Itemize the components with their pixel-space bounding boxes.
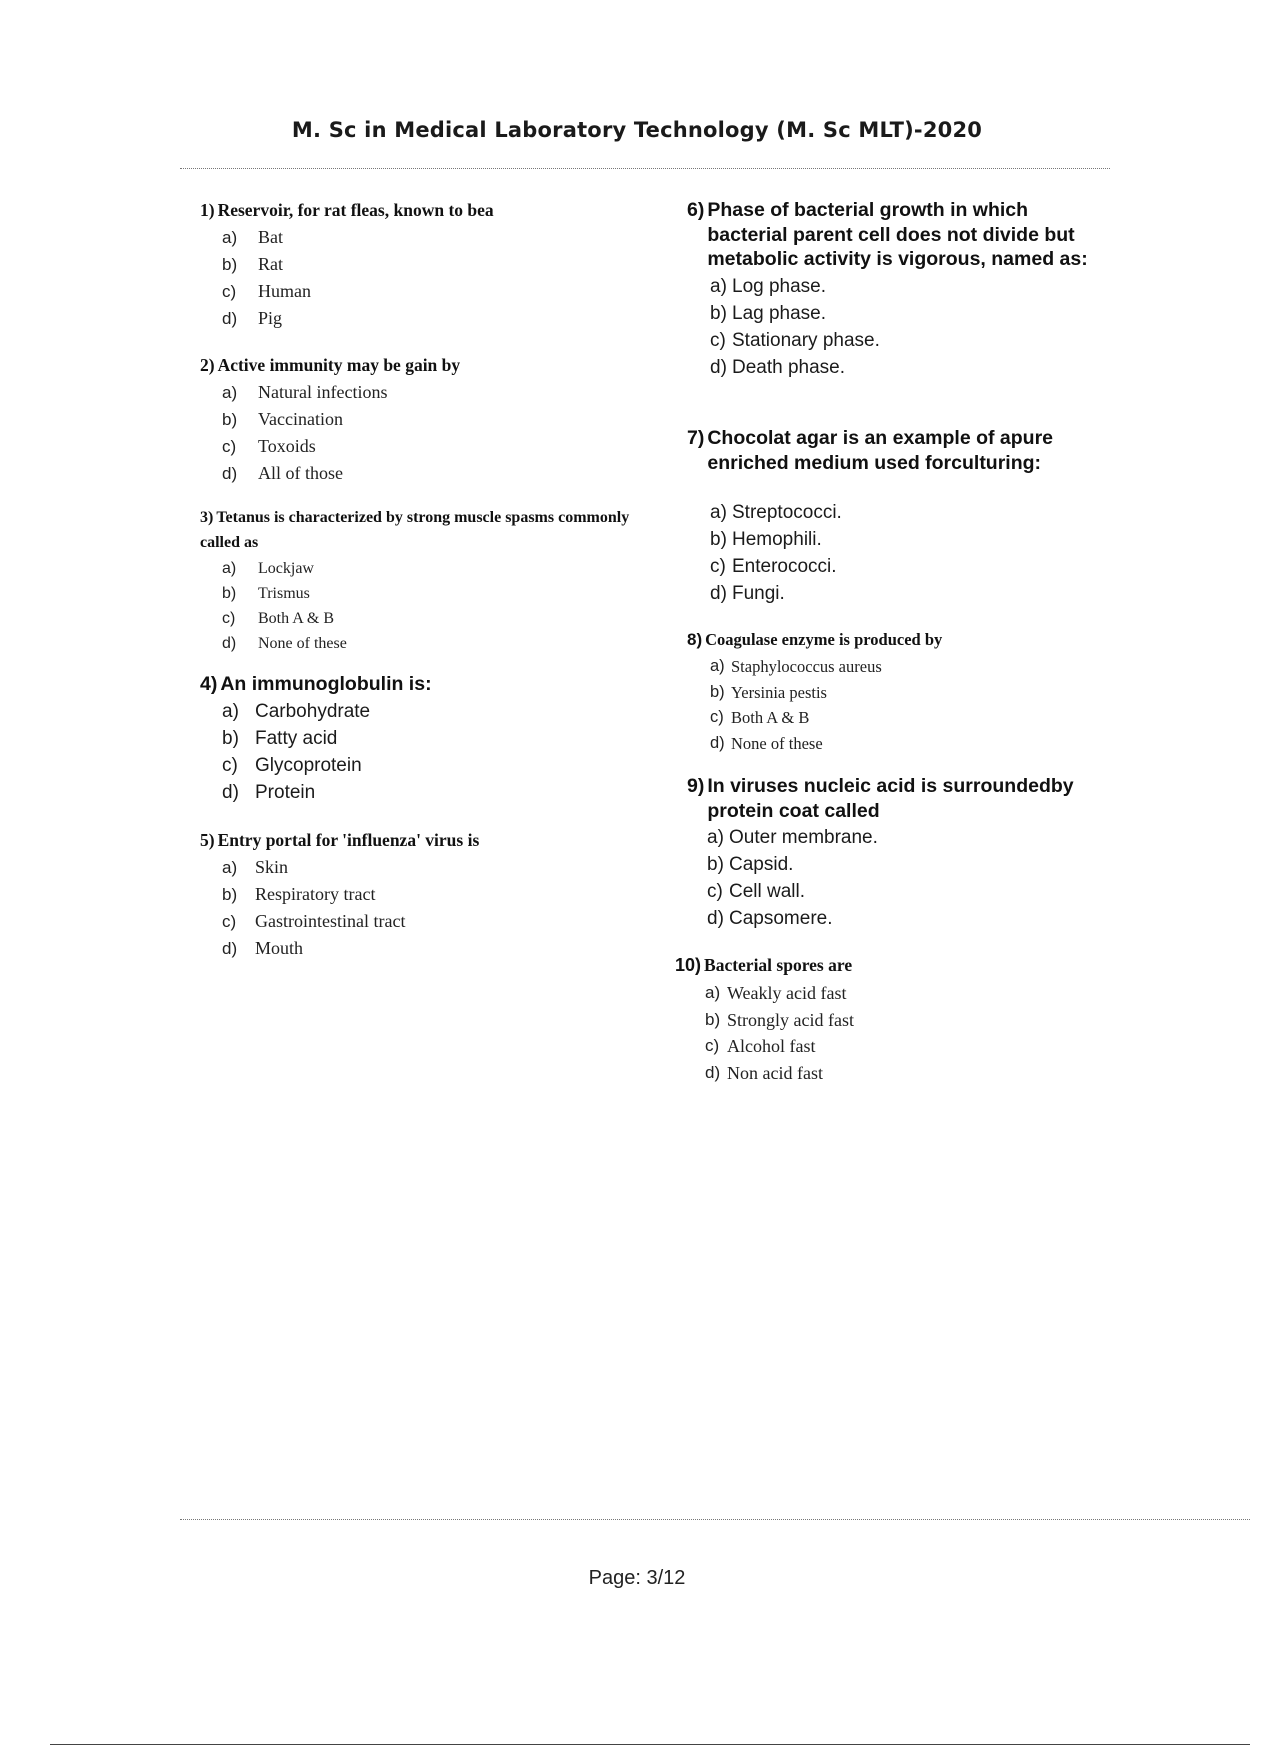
option-text: Rat xyxy=(258,254,283,274)
option-item xyxy=(707,905,1127,932)
option-letter: d) xyxy=(222,309,238,328)
question-2 xyxy=(200,353,630,487)
question-number: 8) xyxy=(687,630,703,649)
option-item xyxy=(222,606,640,631)
question-number: 6) xyxy=(687,199,705,221)
option-text: Outer membrane. xyxy=(729,827,878,848)
question-3 xyxy=(200,505,640,656)
option-letter: a) xyxy=(707,827,724,848)
option-list xyxy=(710,273,1127,381)
option-letter: a) xyxy=(705,983,721,1002)
option-item xyxy=(222,935,630,962)
option-letter: b) xyxy=(222,728,239,749)
option-list xyxy=(222,854,630,962)
question-text: Active immunity may be gain by xyxy=(217,355,461,375)
option-item xyxy=(222,433,630,460)
question-text: Tetanus is characterized by strong muscle spasms commonly called as xyxy=(200,509,630,551)
option-text: Bat xyxy=(258,227,283,247)
option-text: Weakly acid fast xyxy=(727,983,847,1003)
option-letter: d) xyxy=(710,733,725,752)
question-1 xyxy=(200,198,630,332)
option-text: Fatty acid xyxy=(255,728,338,749)
option-letter: d) xyxy=(222,464,238,483)
option-item xyxy=(710,327,1127,354)
option-letter: d) xyxy=(710,583,727,604)
question-7 xyxy=(687,426,1127,607)
option-item xyxy=(707,824,1127,851)
option-text: Fungi. xyxy=(732,583,785,604)
option-text: Pig xyxy=(258,308,283,328)
option-item xyxy=(222,908,630,935)
option-letter: b) xyxy=(222,885,238,904)
option-letter: c) xyxy=(710,708,724,726)
option-text: Both A & B xyxy=(258,610,335,627)
option-letter: a) xyxy=(710,502,727,523)
option-text: Trismus xyxy=(258,585,310,602)
question-text: An immunoglobulin is: xyxy=(220,673,432,695)
option-list xyxy=(222,698,630,806)
option-text: Stationary phase. xyxy=(732,329,880,351)
option-text: Staphylococcus aureus xyxy=(731,657,882,676)
option-text: Alcohol fast xyxy=(727,1036,816,1056)
option-letter: c) xyxy=(222,282,237,301)
option-letter: b) xyxy=(710,302,727,324)
option-letter: b) xyxy=(222,410,238,429)
option-letter: a) xyxy=(222,560,237,577)
option-letter: b) xyxy=(222,255,238,274)
page-number: Page: 3/12 xyxy=(588,1567,686,1589)
option-text: Lag phase. xyxy=(732,302,827,324)
question-text: Entry portal for 'influenza' virus is xyxy=(217,830,480,850)
option-letter: d) xyxy=(222,782,239,803)
option-item xyxy=(222,854,630,881)
question-number: 10) xyxy=(675,955,702,975)
option-text: Carbohydrate xyxy=(255,701,371,722)
option-letter: a) xyxy=(710,657,725,675)
question-8 xyxy=(687,628,1127,756)
option-text: Yersinia pestis xyxy=(731,682,827,702)
option-text: Human xyxy=(258,281,311,301)
option-item xyxy=(222,752,630,779)
option-text: Respiratory tract xyxy=(255,884,376,904)
option-text: All of those xyxy=(258,463,343,483)
option-list xyxy=(222,379,630,487)
header-divider xyxy=(180,168,1110,169)
option-item xyxy=(222,556,640,581)
option-letter: c) xyxy=(222,610,236,627)
option-item xyxy=(222,406,630,433)
option-item xyxy=(710,731,1127,757)
question-text: Reservoir, for rat fleas, known to bea xyxy=(217,200,494,220)
option-item xyxy=(222,698,630,725)
option-letter: a) xyxy=(222,701,239,722)
option-item xyxy=(705,980,1125,1007)
option-item xyxy=(710,705,1127,731)
option-item xyxy=(710,654,1127,680)
option-item xyxy=(222,460,630,487)
option-letter: b) xyxy=(710,529,727,550)
option-letter: d) xyxy=(707,908,724,929)
option-text: Protein xyxy=(255,782,316,803)
option-item xyxy=(707,851,1127,878)
option-list xyxy=(710,654,1127,756)
question-stem xyxy=(687,426,1127,475)
option-item xyxy=(222,631,640,656)
question-6 xyxy=(687,198,1127,381)
option-list xyxy=(222,224,630,332)
question-text: Phase of bacterial growth in which bacterial parent cell does not divide but metabolic activity is vigorous, named as: xyxy=(707,199,1088,270)
option-letter: a) xyxy=(222,228,238,247)
option-text: Natural infections xyxy=(258,382,388,402)
option-letter: a) xyxy=(710,275,727,297)
question-stem xyxy=(200,505,630,555)
question-stem xyxy=(200,828,630,852)
footer-divider xyxy=(180,1519,1250,1520)
question-stem xyxy=(687,774,1127,823)
option-item xyxy=(222,779,630,806)
option-item xyxy=(710,499,1127,526)
option-letter: b) xyxy=(710,682,725,701)
option-letter: c) xyxy=(707,881,723,902)
option-letter: a) xyxy=(222,858,238,877)
option-item xyxy=(705,1007,1125,1034)
question-stem xyxy=(675,953,1125,977)
question-stem xyxy=(200,671,630,697)
question-9 xyxy=(687,774,1127,932)
question-stem xyxy=(200,353,630,377)
option-item xyxy=(222,725,630,752)
option-list xyxy=(710,499,1127,607)
option-letter: a) xyxy=(222,383,238,402)
question-number: 3) xyxy=(200,509,214,526)
question-4 xyxy=(200,671,630,806)
option-text: Non acid fast xyxy=(727,1062,823,1083)
option-text: Toxoids xyxy=(258,436,316,456)
option-letter: c) xyxy=(222,912,237,931)
option-letter: b) xyxy=(707,854,724,875)
question-10 xyxy=(675,953,1125,1086)
option-text: Vaccination xyxy=(258,409,343,429)
option-text: Cell wall. xyxy=(729,881,806,902)
option-text: Mouth xyxy=(255,938,304,958)
question-text: Chocolat agar is an example of apure enriched medium used forculturing: xyxy=(707,427,1054,474)
option-text: Capsid. xyxy=(729,854,794,875)
question-5 xyxy=(200,828,630,962)
question-number: 1) xyxy=(200,200,215,220)
option-letter: d) xyxy=(222,939,238,958)
option-letter: c) xyxy=(222,755,238,776)
option-letter: c) xyxy=(710,329,726,351)
option-list xyxy=(705,980,1125,1086)
option-item xyxy=(710,526,1127,553)
bottom-edge-line xyxy=(50,1744,1250,1745)
option-item xyxy=(710,680,1127,706)
page-title: M. Sc in Medical Laboratory Technology (M. Sc MLT)-2020 xyxy=(291,118,983,142)
question-text: Bacterial spores are xyxy=(704,955,853,975)
option-text: Lockjaw xyxy=(258,560,314,577)
option-item xyxy=(710,300,1127,327)
question-stem xyxy=(200,198,630,222)
option-letter: c) xyxy=(222,437,237,456)
option-letter: b) xyxy=(705,1009,721,1029)
option-text: Death phase. xyxy=(732,356,846,378)
option-text: Hemophili. xyxy=(732,529,822,550)
option-text: None of these xyxy=(258,635,347,652)
option-letter: c) xyxy=(705,1036,720,1055)
question-number: 2) xyxy=(200,355,215,375)
option-item xyxy=(705,1060,1125,1087)
question-stem xyxy=(687,198,1127,272)
question-number: 9) xyxy=(687,775,705,797)
question-text: In viruses nucleic acid is surroundedby protein coat called xyxy=(707,775,1074,822)
option-item xyxy=(222,581,640,606)
option-letter: d) xyxy=(705,1062,721,1082)
option-item xyxy=(222,278,630,305)
option-text: Streptococci. xyxy=(732,502,842,523)
option-item xyxy=(710,273,1127,300)
option-text: Log phase. xyxy=(732,275,827,297)
question-number: 4) xyxy=(200,673,218,695)
option-text: Skin xyxy=(255,857,289,877)
option-item xyxy=(222,305,630,332)
option-list xyxy=(707,824,1127,932)
option-letter: d) xyxy=(710,356,727,378)
option-text: Strongly acid fast xyxy=(727,1009,854,1030)
option-item xyxy=(710,580,1127,607)
option-item xyxy=(707,878,1127,905)
option-list xyxy=(222,556,640,656)
question-stem xyxy=(687,628,1127,652)
option-text: Glycoprotein xyxy=(255,755,362,776)
option-text: Both A & B xyxy=(731,708,810,727)
option-text: None of these xyxy=(731,733,823,753)
option-item xyxy=(705,1033,1125,1060)
question-number: 5) xyxy=(200,830,215,850)
option-item xyxy=(710,553,1127,580)
option-item xyxy=(222,251,630,278)
option-item xyxy=(222,379,630,406)
option-text: Enterococci. xyxy=(732,556,837,577)
option-letter: c) xyxy=(710,556,726,577)
question-text: Coagulase enzyme is produced by xyxy=(705,630,943,649)
question-number: 7) xyxy=(687,427,705,449)
option-text: Gastrointestinal tract xyxy=(255,911,406,931)
option-letter: d) xyxy=(222,635,237,652)
option-item xyxy=(222,224,630,251)
option-item xyxy=(710,354,1127,381)
option-item xyxy=(222,881,630,908)
option-letter: b) xyxy=(222,585,237,602)
option-text: Capsomere. xyxy=(729,908,833,929)
